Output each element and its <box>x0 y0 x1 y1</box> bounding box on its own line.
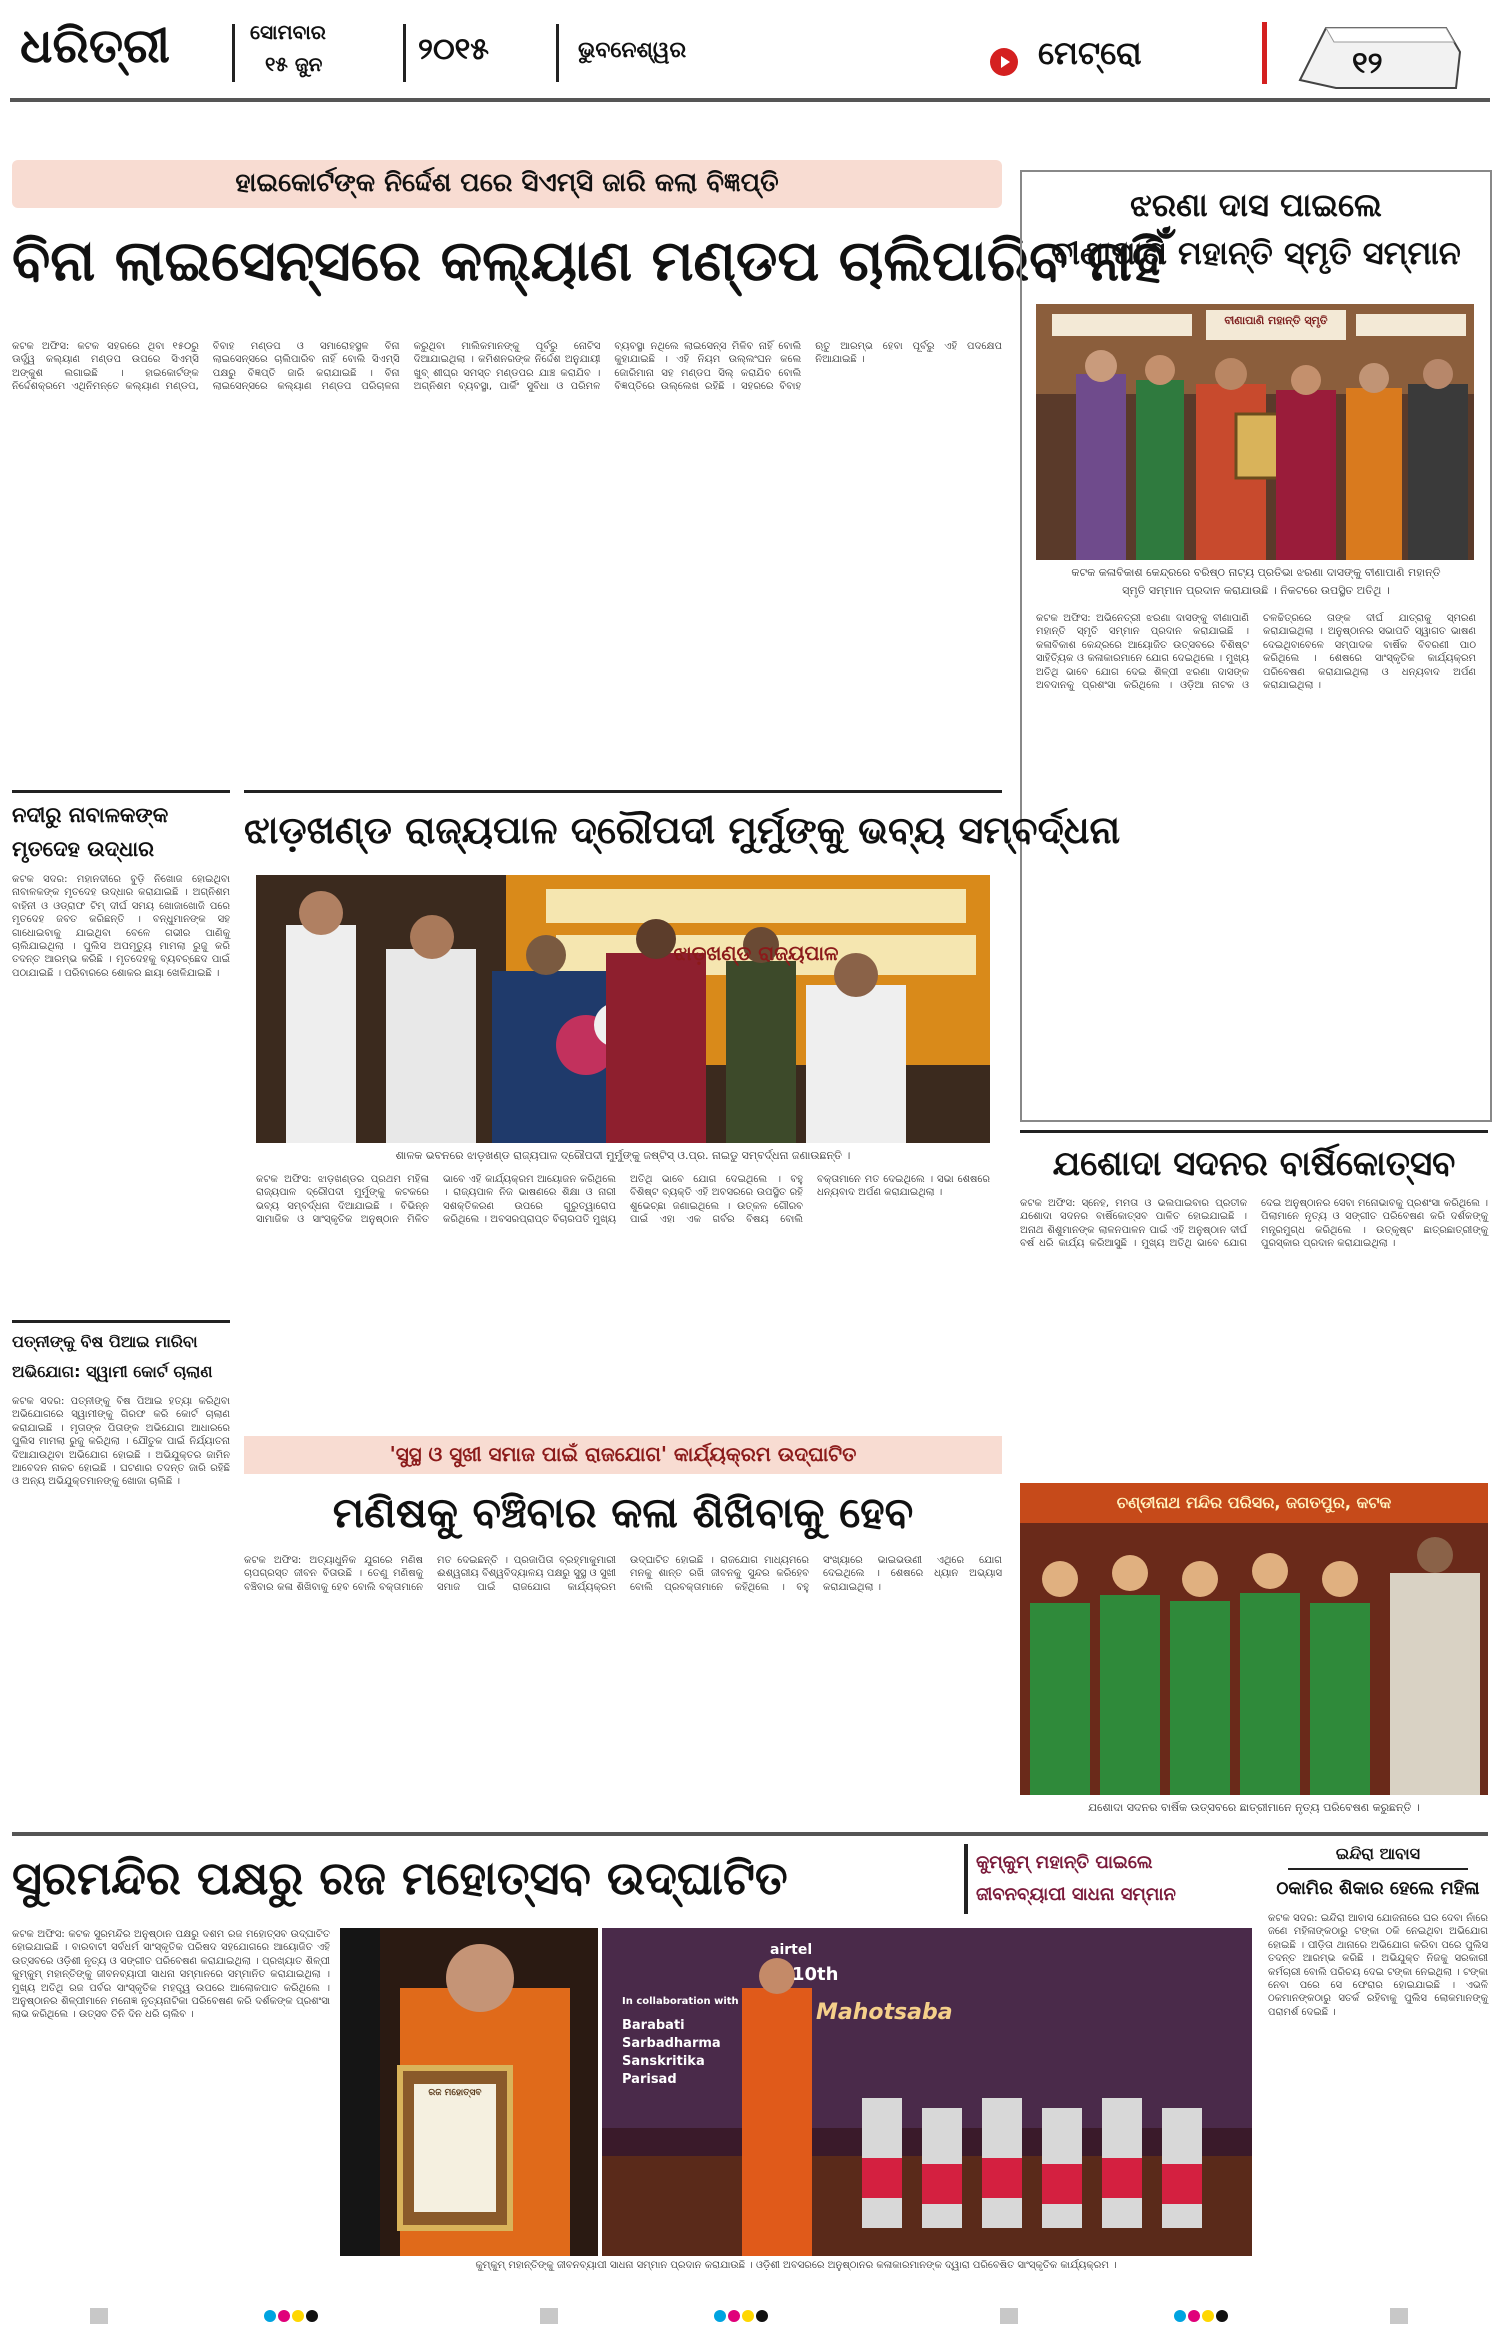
story-body: କଟକ ସଦର: ଇନ୍ଦିରା ଆବାସ ଯୋଜନାରେ ଘର ଦେବା ନାଁରେ ଜଣେ ମହିଳାଙ୍କଠାରୁ ଟଙ୍କା ଠକି ନେଇଥିବା ଅଭିଯୋଗ ହୋଇଛି । ପୀଡ଼ିତା ଥାନାରେ ଅଭିଯୋଗ କରିବା ପରେ ପୁଲିସ ତଦନ୍ତ ଆରମ୍ଭ କରିଛି । ଅଭିଯୁକ୍ତ ନିଜକୁ ସରକାରୀ କର୍ମଚାରୀ ବୋଲି ପରିଚୟ ଦେଇ ଟଙ୍କା ନେଇଥିଲା । ଟଙ୍କା ନେବା ପରେ ସେ ଫେରାର ହୋଇଯାଇଛି । ଏଭଳି ଠକମାନଙ୍କଠାରୁ ସତର୍କ ରହିବାକୁ ପୁଲିସ ଲୋକମାନଙ୍କୁ ପରାମର୍ଶ ଦେଇଛି । <box>1268 1913 1488 2018</box>
story-body: କଟକ ସଦର: ମହାନଦୀରେ ବୁଡ଼ି ନିଖୋଜ ହୋଇଥିବା ନାବାଳକଙ୍କ ମୃତଦେହ ଉଦ୍ଧାର କରାଯାଇଛି । ଅଗ୍ନିଶମ ବାହିନୀ ଓ ଓଡ୍ରାଫ ଟିମ୍ ଦୀର୍ଘ ସମୟ ଖୋଜାଖୋଜି ପରେ ମୃତଦେହ ଜବତ କରିଛନ୍ତି । ବନ୍ଧୁମାନଙ୍କ ସହ ଗାଧୋଇବାକୁ ଯାଇଥିବା ବେଳେ ଗଭୀର ପାଣିକୁ ଚାଲିଯାଇଥିଲା । ପୁଲିସ ଅପମୃତ୍ୟୁ ମାମଲା ରୁଜୁ କରି ତଦନ୍ତ ଆରମ୍ଭ କରିଛି । ମୃତଦେହକୁ ବ୍ୟବଚ୍ଛେଦ ପାଇଁ ପଠାଯାଇଛି । ପରିବାରରେ ଶୋକର ଛାୟା ଖେଳିଯାଇଛି । <box>12 874 230 979</box>
masthead-divider <box>403 24 406 82</box>
masthead-city: ଭୁବନେଶ୍ୱର <box>578 38 687 63</box>
tenth-text: 10th <box>792 1964 839 1985</box>
headline: ଠକାମିର ଶିକାର ହେଲେ ମହିଳା <box>1276 1878 1480 1899</box>
page-number-tab <box>1296 22 1464 90</box>
headline: ମଣିଷକୁ ବଞ୍ଚିବାର କଳା ଶିଖିବାକୁ ହେବ <box>332 1488 914 1537</box>
mahotsab-dance-photo <box>602 1928 1252 2256</box>
story-body: କଟକ ଅଫିସ: ଅତ୍ୟାଧୁନିକ ଯୁଗରେ ମଣିଷ ଚାପଗ୍ରସ୍ତ ଜୀବନ ବିତାଉଛି । ତେଣୁ ମଣିଷକୁ ବଞ୍ଚିବାର କଳା ଶିଖିବାକୁ ହେବ ବୋଲି ବକ୍ତାମାନେ ମତ ଦେଇଛନ୍ତି । ପ୍ରଜାପିତା ବ୍ରହ୍ମାକୁମାରୀ ଈଶ୍ୱରୀୟ ବିଶ୍ୱବିଦ୍ୟାଳୟ ପକ୍ଷରୁ ସୁସ୍ଥ ଓ ସୁଖୀ ସମାଜ ପାଇଁ ରାଜଯୋଗ କାର୍ଯ୍ୟକ୍ରମ ଉଦ୍‌ଘାଟିତ ହୋଇଛି । ରାଜଯୋଗ ମାଧ୍ୟମରେ ମନକୁ ଶାନ୍ତ ରଖି ଜୀବନକୁ ସୁନ୍ଦର କରିହେବ ବୋଲି ପ୍ରବକ୍ତାମାନେ କହିଥିଲେ । ବହୁ ସଂଖ୍ୟାରେ ଭାଇଭଉଣୀ ଏଥିରେ ଯୋଗ ଦେଇଥିଲେ । ଶେଷରେ ଧ୍ୟାନ ଅଭ୍ୟାସ କରାଯାଇଥିଲା । <box>244 1555 1002 1593</box>
headline-line2: ଜୀବନବ୍ୟାପୀ ସାଧନା ସମ୍ମାନ <box>976 1884 1176 1905</box>
masthead-divider <box>232 24 235 82</box>
headline: ଝାଡ଼ଖଣ୍ଡ ରାଜ୍ୟପାଳ ଦ୍ରୌପଦୀ ମୁର୍ମୁଙ୍କୁ ଭବ୍ୟ ସମ୍ବର୍ଦ୍ଧନା <box>244 808 1121 852</box>
headline-box <box>964 1844 1260 1914</box>
masthead-rule <box>10 98 1490 102</box>
headline: ଯଶୋଦା ସଦନର ବାର୍ଷିକୋତ୍ସବ <box>1052 1144 1456 1184</box>
masthead-day: ସୋମବାର <box>250 20 326 44</box>
masthead <box>0 0 1500 110</box>
masthead-divider <box>556 24 559 82</box>
story-kalyan-mandap <box>12 160 1165 770</box>
headline-line1: ପତ୍ନୀଙ୍କୁ ବିଷ ପିଆଇ ମାରିବା <box>12 1332 198 1351</box>
kumkum-award-photo <box>340 1928 598 2256</box>
dance-photo <box>1020 1483 1488 1795</box>
story-indira-abasa <box>1268 1840 1488 2280</box>
photo-caption-line2: ସ୍ମୃତି ସମ୍ମାନ ପ୍ରଦାନ କରାଯାଉଛି । ନିକଟରେ ଉପସ୍ଥିତ ଅତିଥି । <box>1122 584 1390 597</box>
story-kicker <box>244 1436 1002 1474</box>
story-draupadi-murmu <box>244 790 1121 1433</box>
story-body: କଟକ ଅଫିସ: ଅଭିନେତ୍ରୀ ଝରଣା ଦାସଙ୍କୁ ବୀଣାପାଣି ମହାନ୍ତି ସ୍ମୃତି ସମ୍ମାନ ପ୍ରଦାନ କରାଯାଇଛି । କଳାବିକାଶ କେନ୍ଦ୍ରରେ ଆୟୋଜିତ ଉତ୍ସବରେ ବିଶିଷ୍ଟ ସାହିତ୍ୟିକ ଓ କଳାକାରମାନେ ଯୋଗ ଦେଇଥିଲେ । ମୁଖ୍ୟ ଅତିଥି ଭାବେ ଯୋଗ ଦେଇ ଶିଳ୍ପୀ ଝରଣା ଦାସଙ୍କ ଅବଦାନକୁ ପ୍ରଶଂସା କରିଥିଲେ । ଓଡ଼ିଆ ନାଟକ ଓ ଚଳଚ୍ଚିତ୍ରରେ ତାଙ୍କ ଦୀର୍ଘ ଯାତ୍ରାକୁ ସ୍ମରଣ କରାଯାଇଥିଲା । ଅନୁଷ୍ଠାନର ସଭାପତି ସ୍ୱାଗତ ଭାଷଣ ଦେଇଥିବାବେଳେ ସମ୍ପାଦକ ବାର୍ଷିକ ବିବରଣୀ ପାଠ କରିଥିଲେ । ଶେଷରେ ସାଂସ୍କୃତିକ କାର୍ଯ୍ୟକ୍ରମ ପରିବେଷଣ କରାଯାଇଥିଲା ଓ ଧନ୍ୟବାଦ ଅର୍ପଣ କରାଯାଇଥିଲା । <box>1036 613 1476 692</box>
story-rajayoga <box>244 1436 1002 1830</box>
story-body: କଟକ ଅଫିସ: କଟକ ସହରରେ ଥିବା ୧୫୦ରୁ ଊର୍ଦ୍ଧ୍ୱ କଲ୍ୟାଣ ମଣ୍ଡପ ଉପରେ ସିଏମ୍‌ସି ଅଙ୍କୁଶ ଲଗାଇଛି । ହାଇକୋର୍ଟଙ୍କ ନିର୍ଦ୍ଦେଶକ୍ରମେ ଏଥିନିମନ୍ତେ କଲ୍ୟାଣ ମଣ୍ଡପ, ବିବାହ ମଣ୍ଡପ ଓ ସମାରୋହସ୍ଥଳ ବିନା ଲାଇସେନ୍ସରେ ଚାଲିପାରିବ ନାହିଁ ବୋଲି ସିଏମ୍‌ସି ପକ୍ଷରୁ ବିଜ୍ଞପ୍ତି ଜାରି କରାଯାଇଛି । ବିନା ଲାଇସେନ୍ସରେ କଲ୍ୟାଣ ମଣ୍ଡପ ପରିଚାଳନା କରୁଥିବା ମାଲିକମାନଙ୍କୁ ପୂର୍ବରୁ ନୋଟିସ ଦିଆଯାଇଥିଲା । କମିଶନରଙ୍କ ନିର୍ଦ୍ଦେଶ ଅନୁଯାୟୀ ଖୁବ୍ ଶୀଘ୍ର ସମସ୍ତ ମଣ୍ଡପର ଯାଞ୍ଚ କରାଯିବ । ଅଗ୍ନିଶମ ବ୍ୟବସ୍ଥା, ପାର୍କିଂ ସୁବିଧା ଓ ପରିମଳ ବ୍ୟବସ୍ଥା ନଥିଲେ ଲାଇସେନ୍ସ ମିଳିବ ନାହିଁ ବୋଲି କୁହାଯାଇଛି । ଏହି ନିୟମ ଉଲ୍ଲଂଘନ କଲେ ଜୋରିମାନା ସହ ମଣ୍ଡପ ସିଲ୍ କରାଯିବ ବୋଲି ବିଜ୍ଞପ୍ତିରେ ଉଲ୍ଲେଖ ରହିଛି । ସହରରେ ବିବାହ ଋତୁ ଆରମ୍ଭ ହେବା ପୂର୍ବରୁ ଏହି ପଦକ୍ଷେପ ନିଆଯାଇଛି । <box>12 341 1002 393</box>
photo-caption: ଯଶୋଦା ସଦନର ବାର୍ଷିକ ଉତ୍ସବରେ ଛାତ୍ରୀମାନେ ନୃତ୍ୟ ପରିବେଷଣ କରୁଛନ୍ତି । <box>1088 1801 1420 1814</box>
photo-caption: ଶାଳକ ଭବନରେ ଝାଡ଼ଖଣ୍ଡ ରାଜ୍ୟପାଳ ଦ୍ରୌପଦୀ ମୁର୍ମୁଙ୍କୁ ଜଷ୍ଟିସ୍ ଓ.ପ୍ର. ନାଇଡୁ ସମ୍ବର୍ଦ୍ଧନା ଜଣାଉଛନ୍ତି । <box>395 1149 851 1162</box>
section-rule <box>12 1832 1488 1836</box>
photo-caption: କୁମ୍‌କୁମ୍ ମହାନ୍ତିଙ୍କୁ ଜୀବନବ୍ୟାପୀ ସାଧନା ସମ୍ମାନ ପ୍ରଦାନ କରାଯାଉଛି । ଓଡ଼ିଶୀ ଅବସରରେ ଅନୁଷ୍ଠାନର କଳାକାରମାନଙ୍କ ଦ୍ୱାରା ପରିବେଷିତ ସାଂସ୍କୃତିକ କାର୍ଯ୍ୟକ୍ରମ । <box>475 2260 1117 2271</box>
headline-line1: ନଦୀରୁ ନାବାଳକଙ୍କ <box>12 803 169 827</box>
section-accent-bar <box>1262 22 1267 84</box>
headline-line2: ବୀଣାପାଣି ମହାନ୍ତି ସ୍ମୃତି ସମ୍ମାନ <box>1051 234 1461 272</box>
kicker: ଇନ୍ଦିରା ଆବାସ <box>1335 1844 1421 1863</box>
story-body: କଟକ ସଦର: ପତ୍ନୀଙ୍କୁ ବିଷ ପିଆଇ ହତ୍ୟା କରିଥିବା ଅଭିଯୋଗରେ ସ୍ୱାମୀଙ୍କୁ ଗିରଫ କରି କୋର୍ଟ ଚାଲାଣ କରାଯାଇଛି । ମୃତାଙ୍କ ପିତାଙ୍କ ଅଭିଯୋଗ ଆଧାରରେ ପୁଲିସ ମାମଲା ରୁଜୁ କରିଥିଲା । ଯୌତୁକ ପାଇଁ ନିର୍ଯ୍ୟାତନା ଦିଆଯାଉଥିବା ଅଭିଯୋଗ ହୋଇଛି । ଅଭିଯୁକ୍ତର ଜାମିନ ଆବେଦନ ନାକଚ ହୋଇଛି । ଘଟଣାର ତଦନ୍ତ ଜାରି ରହିଛି ଓ ଅନ୍ୟ ଅଭିଯୁକ୍ତମାନଙ୍କୁ ଖୋଜା ଚାଲିଛି । <box>12 1396 230 1488</box>
story-body: କଟକ ଅଫିସ: କଟକ ସୁରମନ୍ଦିର ଅନୁଷ୍ଠାନ ପକ୍ଷରୁ ଦଶମ ରଜ ମହୋତ୍ସବ ଉଦ୍‌ଘାଟିତ ହୋଇଯାଇଛି । ବାରବାଟୀ ସର୍ବଧର୍ମ ସାଂସ୍କୃତିକ ପରିଷଦ ସହଯୋଗରେ ଆୟୋଜିତ ଏହି ଉତ୍ସବରେ ଓଡ଼ିଶୀ ନୃତ୍ୟ ଓ ସଙ୍ଗୀତ ପରିବେଷଣ କରାଯାଇଥିଲା । ପ୍ରଖ୍ୟାତ ଶିଳ୍ପୀ କୁମ୍‌କୁମ୍ ମହାନ୍ତିଙ୍କୁ ଜୀବନବ୍ୟାପୀ ସାଧନା ସମ୍ମାନରେ ସମ୍ମାନିତ କରାଯାଇଥିଲା । ମୁଖ୍ୟ ଅତିଥି ରଜ ପର୍ବର ସାଂସ୍କୃତିକ ମହତ୍ତ୍ୱ ଉପରେ ଆଲୋକପାତ କରିଥିଲେ । ଅନୁଷ୍ଠାନର ଶିଳ୍ପୀମାନେ ମନୋଜ୍ଞ ନୃତ୍ୟନାଟିକା ପରିବେଷଣ କରି ଦର୍ଶକଙ୍କ ପ୍ରଶଂସା ଲାଭ କରିଥିଲେ । ଉତ୍ସବ ତିନି ଦିନ ଧରି ଚାଲିବ । <box>12 1929 330 2021</box>
org-line1: Barabati <box>622 2018 685 2033</box>
story-jharana-das <box>1020 170 1492 1122</box>
headline-line2: ଅଭିଯୋଗ: ସ୍ୱାମୀ କୋର୍ଟ ଚାଲାଣ <box>12 1362 213 1381</box>
page-number: ୧୨ <box>1352 46 1383 81</box>
org-line3: Sanskritika <box>622 2054 705 2069</box>
org-line4: Parisad <box>622 2072 677 2087</box>
story-yashoda-sadan <box>1020 1130 1488 1833</box>
story-body: କଟକ ଅଫିସ: ଝାଡ଼ଖଣ୍ଡର ପ୍ରଥମ ମହିଳା ରାଜ୍ୟପାଳ ଦ୍ରୌପଦୀ ମୁର୍ମୁଙ୍କୁ କଟକରେ ଭବ୍ୟ ସମ୍ବର୍ଦ୍ଧନା ଦିଆଯାଇଛି । ବିଭିନ୍ନ ସାମାଜିକ ଓ ସାଂସ୍କୃତିକ ଅନୁଷ୍ଠାନ ମିଳିତ ଭାବେ ଏହି କାର୍ଯ୍ୟକ୍ରମ ଆୟୋଜନ କରିଥିଲେ । ରାଜ୍ୟପାଳ ନିଜ ଭାଷଣରେ ଶିକ୍ଷା ଓ ନାରୀ ସଶକ୍ତିକରଣ ଉପରେ ଗୁରୁତ୍ୱାରୋପ କରିଥିଲେ । ଅବସରପ୍ରାପ୍ତ ବିଚାରପତି ମୁଖ୍ୟ ଅତିଥି ଭାବେ ଯୋଗ ଦେଇଥିଲେ । ବହୁ ବିଶିଷ୍ଟ ବ୍ୟକ୍ତି ଏହି ଅବସରରେ ଉପସ୍ଥିତ ରହି ଶୁଭେଚ୍ଛା ଜଣାଇଥିଲେ । ଉତ୍କଳ ଗୌରବ ପାଇଁ ଏହା ଏକ ଗର୍ବର ବିଷୟ ବୋଲି ବକ୍ତାମାନେ ମତ ଦେଇଥିଲେ । ସଭା ଶେଷରେ ଧନ୍ୟବାଦ ଅର୍ପଣ କରାଯାଇଥିଲା । <box>256 1174 990 1226</box>
headline: ବିନା ଲାଇସେନ୍ସରେ କଲ୍ୟାଣ ମଣ୍ଡପ ଚାଲିପାରିବ ନାହିଁ <box>12 229 1165 294</box>
photo-caption-line1: କଟକ କଳାବିକାଶ କେନ୍ଦ୍ରରେ ବରିଷ୍ଠ ନାଟ୍ୟ ପ୍ରତିଭା ଝରଣା ଦାସଙ୍କୁ ବୀଣାପାଣି ମହାନ୍ତି <box>1071 566 1441 579</box>
kicker-rule <box>1288 1868 1468 1870</box>
story-patni-bisha <box>12 1320 230 1831</box>
award-photo <box>1036 304 1474 560</box>
stage-banner-text: ଝାଡ଼ଖଣ୍ଡ ରାଜ୍ୟପାଳ <box>673 941 839 965</box>
headline-line2: ମୃତଦେହ ଉଦ୍ଧାର <box>12 837 155 861</box>
plaque-title: ରଜ ମହୋତ୍ସବ <box>428 2088 482 2098</box>
headline-line1: ଝରଣା ଦାସ ପାଇଲେ <box>1130 186 1382 224</box>
photo-banner-text: ବୀଣାପାଣି ମହାନ୍ତି ସ୍ମୃତି <box>1224 314 1328 327</box>
org-line2: Sarbadharma <box>622 2036 721 2051</box>
kicker-text: 'ସୁସ୍ଥ ଓ ସୁଖୀ ସମାଜ ପାଇଁ ରାଜଯୋଗ' କାର୍ଯ୍ୟକ୍ରମ ଉଦ୍‌ଘାଟିତ <box>389 1442 857 1466</box>
logo: ଧରିତ୍ରୀ <box>20 18 170 74</box>
airtel-logo-text: airtel <box>770 1942 813 1958</box>
story-kumkum <box>964 1840 1256 1920</box>
play-icon <box>990 48 1018 76</box>
story-kicker <box>12 160 1002 208</box>
story-nadi <box>12 790 230 1313</box>
masthead-date: ୧୫ ଜୁନ <box>265 52 323 76</box>
felicitation-photo <box>256 875 990 1143</box>
headline: ସୁରମନ୍ଦିର ପକ୍ଷରୁ ରଜ ମହୋତ୍ସବ ଉଦ୍‌ଘାଟିତ <box>12 1851 788 1905</box>
masthead-year: ୨୦୧୫ <box>418 32 490 67</box>
kicker-text: ହାଇକୋର୍ଟଙ୍କ ନିର୍ଦ୍ଦେଶ ପରେ ସିଏମ୍‌ସି ଜାରି କଲା ବିଜ୍ଞପ୍ତି <box>235 168 779 198</box>
section-title: ମେଟ୍ରୋ <box>1038 34 1142 72</box>
headline-line1: କୁମ୍‌କୁମ୍ ମହାନ୍ତି ପାଇଲେ <box>976 1852 1153 1873</box>
collab-text: In collaboration with <box>622 1996 739 2007</box>
story-body: କଟକ ଅଫିସ: ସ୍ନେହ, ମମତା ଓ ଭଲପାଇବାର ପ୍ରତୀକ ଯଶୋଦା ସଦନର ବାର୍ଷିକୋତ୍ସବ ପାଳିତ ହୋଇଯାଇଛି । ଅନାଥ ଶିଶୁମାନଙ୍କ ଲାଳନପାଳନ ପାଇଁ ଏହି ଅନୁଷ୍ଠାନ ଦୀର୍ଘ ବର୍ଷ ଧରି କାର୍ଯ୍ୟ କରିଆସୁଛି । ମୁଖ୍ୟ ଅତିଥି ଭାବେ ଯୋଗ ଦେଇ ଅନୁଷ୍ଠାନର ସେବା ମନୋଭାବକୁ ପ୍ରଶଂସା କରିଥିଲେ । ପିଲାମାନେ ନୃତ୍ୟ ଓ ସଙ୍ଗୀତ ପରିବେଷଣ କରି ଦର୍ଶକଙ୍କୁ ମନ୍ତ୍ରମୁଗ୍ଧ କରିଥିଲେ । ଉତ୍କୃଷ୍ଟ ଛାତ୍ରଛାତ୍ରୀଙ୍କୁ ପୁରସ୍କାର ପ୍ରଦାନ କରାଯାଇଥିଲା । <box>1020 1198 1488 1250</box>
mahotsaba-text: Mahotsaba <box>816 2000 953 2025</box>
print-registration-strip <box>0 2300 1500 2331</box>
dance-banner-text: ଚଣ୍ଡୀନାଥ ମନ୍ଦିର ପରିସର, ଜଗତପୁର, କଟକ <box>1116 1493 1392 1512</box>
